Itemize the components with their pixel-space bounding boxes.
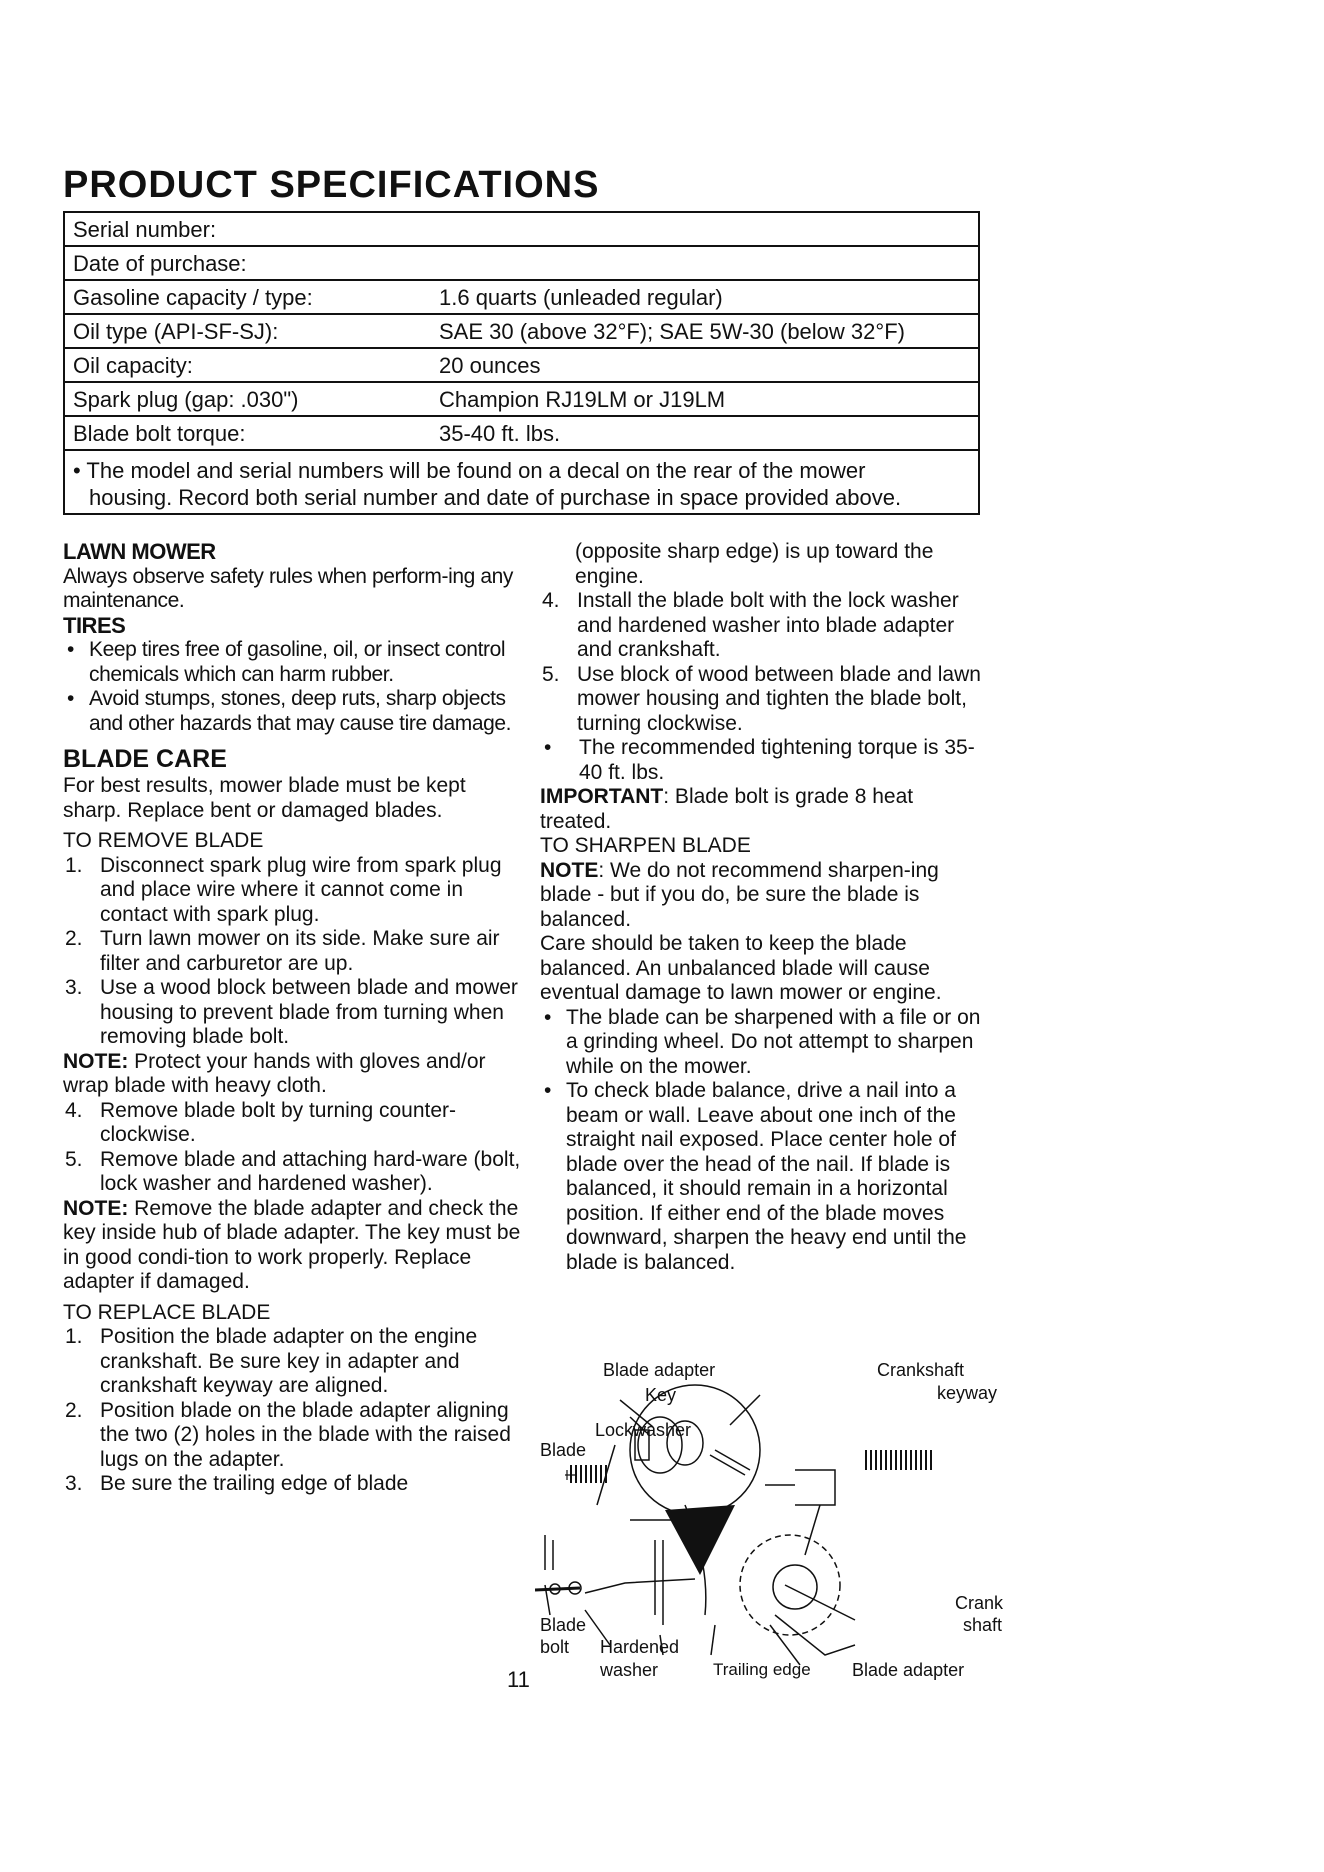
replace-step-2: Position blade on the blade adapter aligning the two (2) holes in the blade with the raised lugs on the adapter.	[100, 1398, 511, 1471]
list-item: 5. Remove blade and attaching hard-ware (bolt, lock washer and hardened washer).	[63, 1148, 523, 1197]
replace-step-1: Position the blade adapter on the engine crankshaft. Be sure key in adapter and crankshaft keyway are aligned.	[100, 1325, 478, 1397]
label-hardened: Hardened	[600, 1637, 680, 1657]
page-number: 11	[507, 1667, 530, 1692]
remove-step-3: Use a wood block between blade and mower housing to prevent blade from turning when removing blade bolt.	[100, 976, 518, 1048]
note-text: Protect your hands with gloves and/or wrap blade with heavy cloth.	[63, 1049, 486, 1097]
spec-value: Champion RJ19LM or J19LM	[439, 387, 726, 412]
list-item: • Keep tires free of gasoline, oil, or insect control chemicals which can harm rubber.	[63, 638, 523, 687]
spec-value: 35-40 ft. lbs.	[439, 421, 561, 446]
sharpen-bullet-1: The blade can be sharpened with a file or on a grinding wheel. Do not attempt to sharpen while on the mower.	[566, 1005, 981, 1078]
replace-step-3: Be sure the trailing edge of blade	[100, 1472, 409, 1495]
spec-row-spark-plug	[65, 383, 978, 417]
list-item: 5. Use block of wood between blade and lawn mower housing and tighten the blade bolt, turning clockwise.	[540, 663, 990, 737]
sharpen-heading: TO SHARPEN BLADE	[540, 834, 751, 857]
spec-note	[65, 451, 978, 513]
sharpen-bullet-2: To check blade balance, drive a nail into a beam or wall. Leave about one inch of the straight nail exposed. Place center hole of blade over the head of the nail. If blade is balanced, it should remain in a horizontal position. If either end of the blade moves downward, sharpen the heavy end until the blade is balanced.	[566, 1079, 967, 1274]
blade-assembly-drawing	[535, 1355, 990, 1680]
label-key: Key	[645, 1385, 677, 1405]
continued-text: (opposite sharp edge) is up toward the engine.	[575, 540, 934, 588]
spec-row-gasoline	[65, 281, 978, 315]
important-text: : Blade bolt is grade 8 heat treated.	[540, 785, 914, 833]
torque-bullet: The recommended tightening torque is 35-40 ft. lbs.	[579, 736, 975, 784]
note-adapter	[63, 1197, 523, 1295]
important-label: IMPORTANT	[540, 785, 664, 808]
tires-bullet-1: Keep tires free of gasoline, oil, or insect control chemicals which can harm rubber.	[89, 638, 506, 686]
list-item: • The blade can be sharpened with a file or on a grinding wheel. Do not attempt to sharpen while on the mower.	[540, 1006, 990, 1080]
list-item: 2. Turn lawn mower on its side. Make sure air filter and carburetor are up.	[63, 927, 523, 976]
spec-label: Oil capacity:	[73, 353, 193, 378]
label-blade-bolt-1: Blade	[540, 1615, 587, 1635]
blade-care-heading: BLADE CARE	[63, 745, 227, 773]
label-keyway: keyway	[937, 1383, 998, 1403]
remove-step-5: Remove blade and attaching hard-ware (bolt, lock washer and hardened washer).	[100, 1147, 521, 1195]
spec-row-oil-type	[65, 315, 978, 349]
tires-bullet-2: Avoid stumps, stones, deep ruts, sharp objects and other hazards that may cause tire damage.	[89, 687, 512, 735]
care-text: Care should be taken to keep the blade balanced. An unbalanced blade will cause eventual damage to lawn mower or engine.	[540, 932, 942, 1004]
note-label: NOTE	[540, 858, 599, 882]
label-shaft: shaft	[963, 1615, 1003, 1635]
note-text: : We do not recommend sharpen-ing blade - but if you do, be sure the blade is balanced.	[540, 858, 939, 931]
label-crankshaft: Crankshaft	[877, 1360, 965, 1380]
spec-note-line2: housing. Record both serial number and date of purchase in space provided above.	[89, 485, 902, 510]
lawnmower-intro: Always observe safety rules when perform-ing any maintenance.	[63, 564, 514, 612]
remove-step-2: Turn lawn mower on its side. Make sure air filter and carburetor are up.	[100, 927, 500, 975]
list-item: • To check blade balance, drive a nail into a beam or wall. Leave about one inch of the straight nail exposed. Place center hole of blade over the head of the nail. If blade is balanced, it should remain in a horizontal position. If either end of the blade moves downward, sharpen the heavy end until the blade is balanced.	[540, 1079, 990, 1275]
label-trailing-edge: Trailing edge	[713, 1660, 811, 1679]
important-note	[540, 785, 990, 834]
replace-step-4: Install the blade bolt with the lock washer and hardened washer into blade adapter and crankshaft.	[577, 589, 959, 661]
spec-table	[63, 211, 980, 515]
spec-row-serial	[65, 213, 978, 247]
tires-heading: TIRES	[63, 612, 126, 638]
note-label: NOTE:	[63, 1049, 129, 1073]
list-item: • The recommended tightening torque is 35-40 ft. lbs.	[540, 736, 990, 785]
sharpen-note	[540, 859, 990, 933]
spec-label: Spark plug (gap: .030")	[73, 387, 299, 412]
label-blade-adapter-bottom: Blade adapter	[852, 1660, 965, 1680]
list-item: 1. Position the blade adapter on the engine crankshaft. Be sure key in adapter and crankshaft keyway are aligned.	[63, 1325, 523, 1399]
remove-step-4: Remove blade bolt by turning counter-clockwise.	[100, 1098, 457, 1146]
list-item: 3. Use a wood block between blade and mower housing to prevent blade from turning when removing blade bolt.	[63, 976, 523, 1050]
remove-blade-heading: TO REMOVE BLADE	[63, 829, 264, 852]
spec-row-date	[65, 247, 978, 281]
note-text: Remove the blade adapter and check the key inside hub of blade adapter. The key must be in good condi-tion to work properly. Replace adapter if damaged.	[63, 1196, 521, 1293]
list-item: • Avoid stumps, stones, deep ruts, sharp objects and other hazards that may cause tire damage.	[63, 687, 523, 736]
right-column	[540, 540, 990, 1275]
list-item: 4. Install the blade bolt with the lock washer and hardened washer into blade adapter and crankshaft.	[540, 589, 990, 663]
spec-value: SAE 30 (above 32°F); SAE 5W-30 (below 32°F)	[439, 319, 905, 344]
left-column	[63, 540, 523, 1497]
spec-value: 1.6 quarts (unleaded regular)	[439, 285, 723, 310]
label-blade-bolt-2: bolt	[540, 1637, 570, 1657]
label-washer: washer	[600, 1660, 659, 1680]
spec-note-line1: • The model and serial numbers will be found on a decal on the rear of the mower	[73, 458, 866, 483]
list-item: 1. Disconnect spark plug wire from spark plug and place wire where it cannot come in contact with spark plug.	[63, 854, 523, 928]
lawnmower-heading: LAWN MOWER	[63, 539, 216, 564]
list-item: 4. Remove blade bolt by turning counter-clockwise.	[63, 1099, 523, 1148]
spec-row-blade-bolt	[65, 417, 978, 451]
replace-step-5: Use block of wood between blade and lawn mower housing and tighten the blade bolt, turning clockwise.	[577, 662, 981, 735]
replace-blade-heading: TO REPLACE BLADE	[63, 1300, 271, 1324]
blade-assembly-diagram	[535, 1355, 1004, 1680]
remove-step-1: Disconnect spark plug wire from spark plug and place wire where it cannot come in contact with spark plug.	[100, 853, 502, 926]
list-item: 3. Be sure the trailing edge of blade	[65, 1472, 409, 1495]
page-title: PRODUCT SPECIFICATIONS	[63, 164, 600, 206]
spec-label: Gasoline capacity / type:	[73, 285, 313, 310]
spec-label: Oil type (API-SF-SJ):	[73, 319, 279, 344]
label-lockwasher: Lockwasher	[595, 1420, 692, 1440]
blade-care-intro: For best results, mower blade must be kept sharp. Replace bent or damaged blades.	[63, 774, 466, 822]
spec-label: Date of purchase:	[73, 251, 247, 276]
spec-label: Serial number:	[73, 217, 217, 242]
note-gloves	[63, 1050, 523, 1099]
list-item: 2. Position blade on the blade adapter aligning the two (2) holes in the blade with the raised lugs on the adapter.	[63, 1399, 523, 1473]
label-blade-adapter-top: Blade adapter	[603, 1360, 716, 1380]
spec-row-oil-capacity	[65, 349, 978, 383]
label-crank: Crank	[955, 1593, 1004, 1613]
note-label: NOTE:	[63, 1196, 129, 1220]
spec-value: 20 ounces	[439, 353, 541, 378]
label-blade-top: Blade	[540, 1440, 587, 1460]
spec-label: Blade bolt torque:	[73, 421, 246, 446]
